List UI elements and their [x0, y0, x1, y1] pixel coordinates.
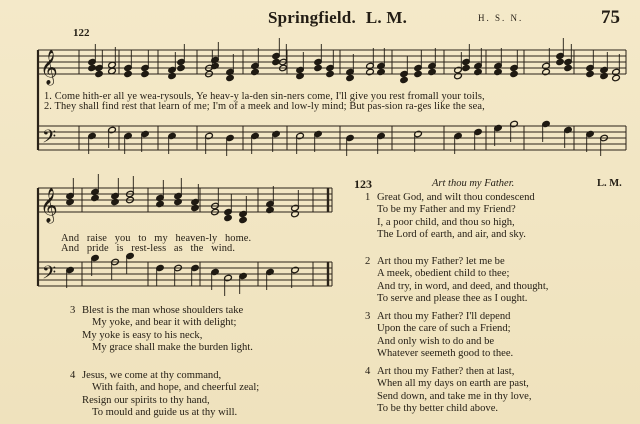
clef-symbol: 𝄢: [42, 127, 57, 152]
verse-line: And only wish to do and be: [377, 335, 495, 347]
verse-line: My yoke, and bear it with delight;: [92, 317, 237, 329]
verse-line: Art thou my Father? let me be: [377, 256, 505, 267]
verse-line: My yoke is easy to his neck,: [82, 329, 203, 341]
hymn-123-number: 123: [354, 177, 372, 191]
verse-line: Resign our spirits to thy hand,: [82, 394, 210, 406]
note-head: [174, 198, 183, 205]
hymn-123-meter: L. M.: [597, 178, 622, 189]
lyric-verse-2-end: And pride is rest-less as the wind.: [61, 243, 236, 254]
clef-symbol: 𝄞: [40, 188, 58, 223]
verse-line: Art thou my Father? I'll depend: [377, 311, 511, 322]
hymn-123-title: Art thou my Father.: [432, 178, 515, 189]
note-head: [91, 194, 100, 201]
note-head: [291, 210, 300, 217]
hymn-123-verse-3: [365, 311, 513, 361]
note-head: [474, 68, 483, 75]
verse-line: Jesus, we come at thy command,: [82, 370, 222, 381]
verse-number: 3: [365, 311, 371, 322]
note-head: [141, 70, 150, 77]
verse-line: And try, in word, and deed, and thought,: [377, 280, 549, 292]
tune-name: Springfield.: [268, 8, 356, 27]
note-head: [510, 70, 519, 77]
verse-line: Send down, and take me in thy love,: [377, 390, 532, 402]
note-head: [586, 70, 595, 77]
note-head: [224, 214, 233, 221]
note-head: [428, 68, 437, 75]
hymn-123-verse-4: [365, 366, 531, 416]
note-head: [556, 58, 565, 65]
hymn-123-verse-2: [365, 256, 548, 306]
note-head: [400, 76, 409, 83]
page-number: 75: [601, 7, 620, 28]
verse-line: I, a poor child, and thou so high,: [377, 216, 515, 228]
lyric-verse-1: 1. Come hith-er all ye wea-rysouls, Ye heav-y la-den sin-ners come, I'll give you rest fromall your toils,: [44, 91, 485, 102]
clef-symbol: 𝄢: [42, 263, 57, 288]
note-head: [296, 72, 305, 79]
note-head: [600, 72, 609, 79]
verse-line: The Lord of earth, and air, and sky.: [377, 229, 526, 241]
hymn-122-verse-4: [70, 370, 259, 420]
verse-line: Blest is the man whose shoulders take: [82, 305, 244, 316]
verse-line: With faith, and hope, and cheerful zeal;: [92, 382, 260, 394]
verse-line: A meek, obedient child to thee;: [377, 268, 510, 280]
note-head: [266, 206, 275, 213]
note-head: [494, 68, 503, 75]
note-head: [66, 198, 75, 205]
verse-line: To be my Father and my Friend?: [377, 204, 516, 216]
verse-number: 1: [365, 192, 371, 203]
verse-number: 2: [365, 256, 371, 267]
note-head: [156, 200, 165, 207]
verse-number: 3: [70, 305, 76, 316]
note-head: [95, 70, 104, 77]
note-head: [612, 74, 621, 81]
lyric-verse-2: 2. They shall find rest that learn of me; I'm of a meek and low-ly mind; But pas-sion ra-ges like the sea,: [44, 101, 485, 112]
note-head: [314, 64, 323, 71]
verse-number: 4: [70, 370, 76, 381]
note-head: [239, 216, 248, 223]
note-head: [366, 68, 375, 75]
verse-line: To mould and guide us at thy will.: [92, 407, 238, 419]
note-head: [462, 64, 471, 71]
note-head: [346, 74, 355, 81]
verse-number: 4: [365, 366, 371, 377]
note-head: [251, 68, 260, 75]
note-head: [226, 74, 235, 81]
note-head: [454, 72, 463, 79]
verse-line: My grace shall make the burden light.: [92, 342, 253, 354]
note-head: [168, 72, 177, 79]
note-head: [326, 70, 335, 77]
note-head: [177, 64, 186, 71]
note-head: [564, 64, 573, 71]
note-head: [124, 70, 133, 77]
note-head: [542, 68, 551, 75]
clef-symbol: 𝄞: [40, 50, 58, 85]
note-head: [111, 198, 120, 205]
hymn-123-verse-1: [365, 192, 535, 242]
verse-line: Art thou my Father? then at last,: [377, 366, 515, 377]
lyric-verse-1-end: And raise you to my heaven-ly home.: [61, 233, 252, 244]
verse-line: Upon the care of such a Friend;: [377, 323, 511, 335]
verse-line: When all my days on earth are past,: [377, 378, 529, 390]
verse-line: To be thy better child above.: [377, 403, 499, 415]
note-head: [414, 70, 423, 77]
note-head: [377, 68, 386, 75]
hymn-122-number: 122: [73, 27, 90, 39]
verse-line: Great God, and wilt thou condescend: [377, 192, 535, 203]
verse-line: Whatever seemeth good to thee.: [377, 348, 514, 360]
hymn-122-verse-3: [70, 305, 253, 355]
verse-line: To serve and please thee as I ought.: [377, 293, 528, 305]
note-head: [191, 204, 200, 211]
composer-initials: H. S. N.: [478, 13, 524, 23]
tune-meter: L. M.: [365, 8, 408, 27]
